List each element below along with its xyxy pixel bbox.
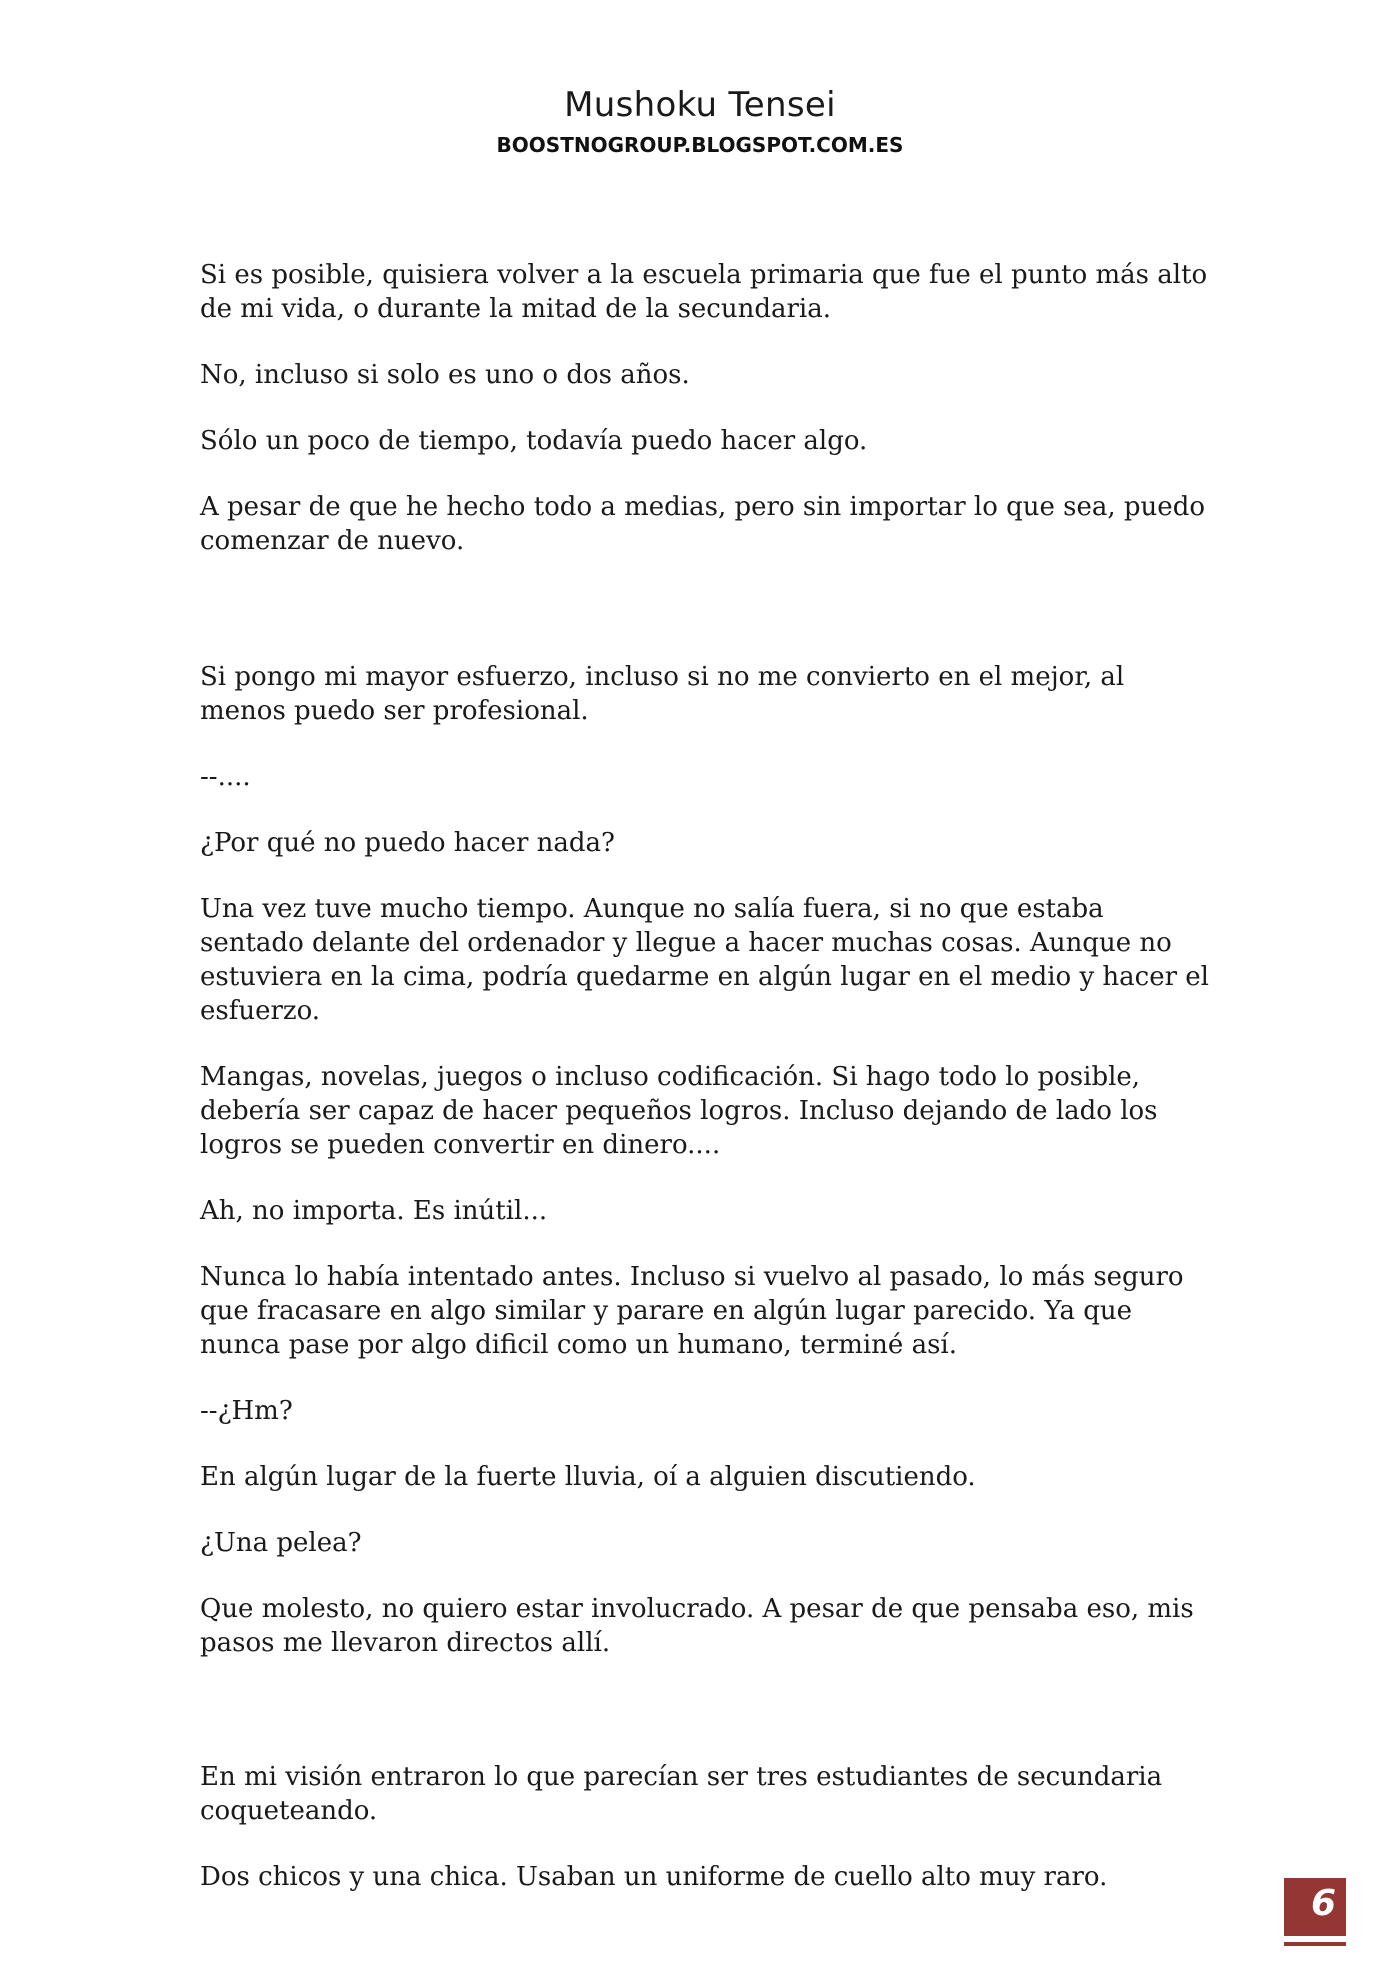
paragraph: Ah, no importa. Es inútil... bbox=[200, 1196, 548, 1226]
paragraph: Si pongo mi mayor esfuerzo, incluso si no me convierto en el mejor, al menos puedo ser profesional. bbox=[200, 662, 1125, 726]
paragraph: ¿Una pelea? bbox=[200, 1528, 362, 1558]
section-break bbox=[200, 1692, 1210, 1760]
paragraph: ¿Por qué no puedo hacer nada? bbox=[200, 828, 615, 858]
paragraph: --¿Hm? bbox=[200, 1396, 293, 1426]
paragraph: Una vez tuve mucho tiempo. Aunque no salía fuera, si no que estaba sentado delante del ordenador y llegue a hacer muchas cosas. Aunque no estuviera en la cima, podría quedarme en algún lugar en el medio y hacer el esfuerzo. bbox=[200, 894, 1209, 1026]
section-break bbox=[200, 590, 1210, 660]
paragraph: Nunca lo había intentado antes. Incluso si vuelvo al pasado, lo más seguro que fracasare en algo similar y parare en algún lugar parecido. Ya que nunca pase por algo dificil como un humano, terminé así. bbox=[200, 1262, 1184, 1360]
page-number: 6 bbox=[1310, 1883, 1336, 1924]
paragraph: En mi visión entraron lo que parecían ser tres estudiantes de secundaria coqueteando. bbox=[200, 1762, 1163, 1826]
paragraph: Dos chicos y una chica. Usaban un uniforme de cuello alto muy raro. bbox=[200, 1862, 1108, 1892]
paragraph: A pesar de que he hecho todo a medias, pero sin importar lo que sea, puedo comenzar de nuevo. bbox=[200, 492, 1205, 556]
page-number-badge bbox=[1284, 1878, 1346, 1936]
paragraph: Mangas, novelas, juegos o incluso codificación. Si hago todo lo posible, debería ser capaz de hacer pequeños logros. Incluso dejando de lado los logros se pueden convertir en dinero.... bbox=[200, 1062, 1158, 1160]
paragraph: No, incluso si solo es uno o dos años. bbox=[200, 360, 690, 390]
paragraph: Sólo un poco de tiempo, todavía puedo hacer algo. bbox=[200, 426, 868, 456]
paragraph: Que molesto, no quiero estar involucrado. A pesar de que pensaba eso, mis pasos me llevaron directos allí. bbox=[200, 1594, 1194, 1658]
body-text bbox=[200, 258, 1210, 1926]
page-header bbox=[0, 82, 1400, 160]
paragraph: En algún lugar de la fuerte lluvia, oí a alguien discutiendo. bbox=[200, 1462, 976, 1492]
blog-url: BOOSTNOGROUP.BLOGSPOT.COM.ES bbox=[496, 133, 904, 157]
page-number-underline bbox=[1284, 1942, 1346, 1946]
book-title: Mushoku Tensei bbox=[564, 85, 836, 125]
paragraph: Si es posible, quisiera volver a la escuela primaria que fue el punto más alto de mi vida, o durante la mitad de la secundaria. bbox=[200, 260, 1208, 324]
paragraph: --.... bbox=[200, 762, 251, 792]
